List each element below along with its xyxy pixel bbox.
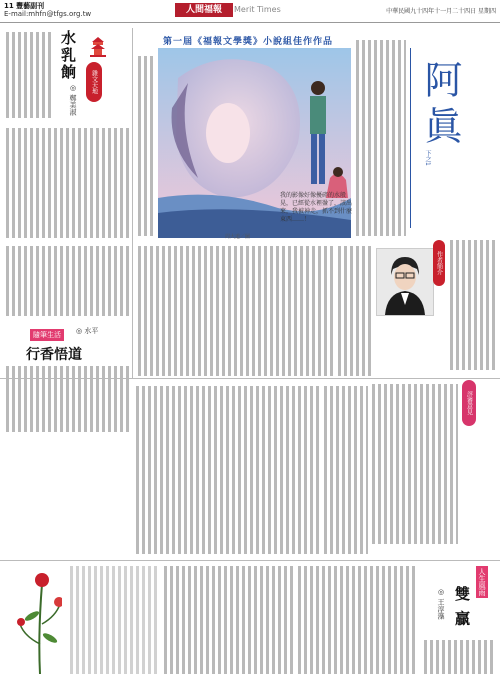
author-tag: 作者簡介 xyxy=(433,240,445,286)
bottom-body-a xyxy=(70,566,160,674)
essay-title: 行香悟道 xyxy=(26,347,82,363)
feature-part-label: 下之1 xyxy=(424,150,431,166)
bottom-right-tag: 人生風雨 xyxy=(478,568,486,596)
left-column-body-a xyxy=(6,32,52,118)
story-body-lower xyxy=(324,386,368,554)
essay-byline: ◎ 水平 xyxy=(76,327,99,335)
middle-body-a xyxy=(138,56,156,236)
left-column-title: 水乳餉 xyxy=(59,30,77,81)
left-column-body-c xyxy=(6,246,132,316)
title-rule xyxy=(410,48,411,228)
bottom-right-title: 雙 贏 xyxy=(453,586,471,628)
email-address: E-mail:mhfn@tfgs.org.tw xyxy=(4,10,92,18)
essay-tag: 隨筆生活 xyxy=(30,329,64,341)
row-divider-bottom xyxy=(0,560,500,561)
review-tag: 評審意見 xyxy=(462,380,476,426)
essay-body-a xyxy=(6,366,132,432)
essay-body-b xyxy=(136,386,320,554)
author-side-body xyxy=(338,246,374,376)
section-name: 11 豐藝副刊 xyxy=(4,2,45,10)
illustration-credit: 周大道／圖 xyxy=(225,234,251,240)
review-body xyxy=(372,384,458,544)
feature-banner: 第一屆《福報文學獎》小說組佳作作品 xyxy=(162,37,333,47)
bottom-body-c xyxy=(298,566,418,674)
header-left xyxy=(4,2,91,18)
pagoda-icon xyxy=(88,36,108,58)
bottom-right-byline: ◎ 王淳藻 xyxy=(437,588,445,620)
newspaper-logo: 人間福報 xyxy=(175,3,233,17)
author-bio xyxy=(450,240,496,370)
newspaper-logo-subtitle: Merit Times xyxy=(234,5,281,14)
left-column-byline: ◎ 鄭美淑 xyxy=(69,84,77,116)
bottom-right-body xyxy=(424,640,496,674)
middle-body-b xyxy=(138,246,334,376)
bottom-body-b xyxy=(164,566,294,674)
author-photo xyxy=(376,248,434,316)
issue-date: 中華民國九十四年十一月二十四日 星期四 xyxy=(386,8,496,15)
flower-illustration xyxy=(16,564,62,674)
illustration-caption: 我的影像好像擾碎的水般晃，已經從水裡盪了，該出來，我被神走，抓不到什麼東西……！ xyxy=(280,192,353,223)
page-header xyxy=(0,0,500,23)
right-upper-body xyxy=(356,40,406,236)
feature-title: 阿眞 xyxy=(418,60,462,152)
column-divider xyxy=(132,28,133,378)
left-column-body-b xyxy=(6,128,132,238)
left-column-tag: 雜文天地 xyxy=(86,62,102,102)
